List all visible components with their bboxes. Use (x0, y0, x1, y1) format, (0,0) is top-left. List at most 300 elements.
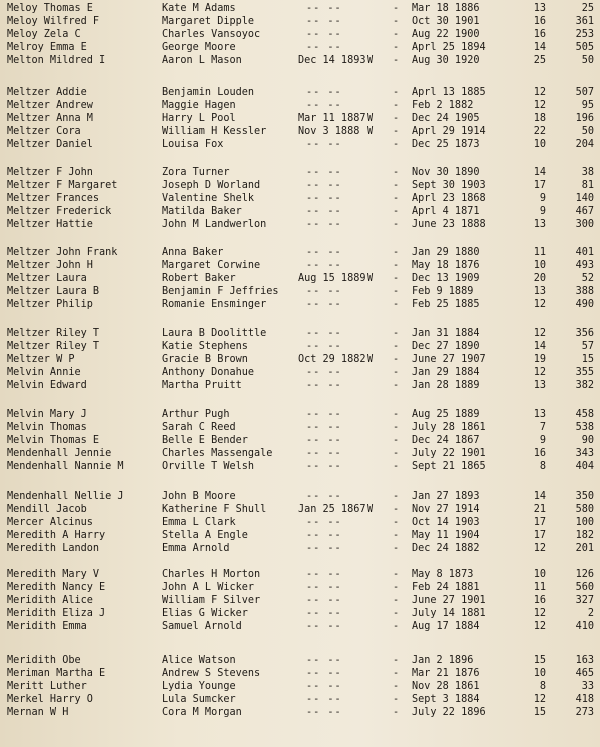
record-row (0, 41, 600, 54)
person-name: Melton Mildred I (7, 55, 106, 66)
spouse-name: Emma L Clark (162, 517, 236, 528)
volume-number: 13 (533, 286, 546, 297)
separator-dash: - (393, 707, 400, 718)
volume-number: 12 (533, 87, 546, 98)
volume-number: 17 (533, 180, 546, 191)
page-number: 467 (575, 206, 594, 217)
page-number: 90 (581, 435, 594, 446)
separator-dash: - (393, 247, 400, 258)
blank-dashes: -- -- (306, 260, 342, 271)
page-number: 418 (575, 694, 594, 705)
spouse-name: Margaret Dipple (162, 16, 255, 27)
blank-dashes: -- -- (306, 328, 342, 339)
spouse-name: Benjamin F Jeffries (162, 286, 279, 297)
separator-dash: - (393, 491, 400, 502)
separator-dash: - (393, 55, 400, 66)
spouse-name: John B Moore (162, 491, 236, 502)
marriage-date: Dec 24 1882 (412, 543, 480, 554)
person-name: Meltzer John H (7, 260, 93, 271)
status-mark: W (367, 55, 374, 66)
spouse-name: Andrew S Stevens (162, 668, 261, 679)
separator-dash: - (393, 582, 400, 593)
page-number: 81 (581, 180, 594, 191)
person-name: Meltzer Anna M (7, 113, 93, 124)
person-name: Meltzer Frederick (7, 206, 112, 217)
record-row (0, 285, 600, 298)
separator-dash: - (393, 113, 400, 124)
page-number: 490 (575, 299, 594, 310)
separator-dash: - (393, 87, 400, 98)
volume-number: 13 (533, 380, 546, 391)
spouse-name: Margaret Corwine (162, 260, 261, 271)
separator-dash: - (393, 694, 400, 705)
status-mark: W (367, 126, 374, 137)
page-number: 100 (575, 517, 594, 528)
person-name: Meltzer Riley T (7, 341, 100, 352)
blank-dashes: -- -- (306, 435, 342, 446)
marriage-date: Sept 30 1903 (412, 180, 486, 191)
person-name: Melvin Mary J (7, 409, 87, 420)
record-row (0, 581, 600, 594)
marriage-date: Nov 30 1890 (412, 167, 480, 178)
record-row (0, 594, 600, 607)
page-number: 182 (575, 530, 594, 541)
marriage-date: Aprl 25 1894 (412, 42, 486, 53)
spouse-name: Charles Vansoyoc (162, 29, 261, 40)
spouse-name: Joseph D Worland (162, 180, 261, 191)
record-row (0, 28, 600, 41)
volume-number: 16 (533, 16, 546, 27)
spouse-name: Lydia Younge (162, 681, 236, 692)
record-row (0, 503, 600, 516)
record-row (0, 86, 600, 99)
spouse-name: Aaron L Mason (162, 55, 242, 66)
blank-dashes: -- -- (306, 461, 342, 472)
record-row (0, 620, 600, 633)
marriage-date: Mar 18 1886 (412, 3, 480, 14)
blank-dashes: -- -- (306, 367, 342, 378)
record-row (0, 568, 600, 581)
page-number: 95 (581, 100, 594, 111)
record-row (0, 421, 600, 434)
record-row (0, 112, 600, 125)
person-name: Meltzer Laura B (7, 286, 100, 297)
page-number: 204 (575, 139, 594, 150)
marriage-date: Nov 28 1861 (412, 681, 480, 692)
spouse-name: Sarah C Reed (162, 422, 236, 433)
marriage-date: July 22 1896 (412, 707, 486, 718)
status-mark: W (367, 273, 374, 284)
blank-dashes: -- -- (306, 694, 342, 705)
marriage-date: May 18 1876 (412, 260, 480, 271)
volume-number: 12 (533, 100, 546, 111)
record-row (0, 218, 600, 231)
page-number: 538 (575, 422, 594, 433)
spouse-name: Stella A Engle (162, 530, 248, 541)
marriage-date: Dec 25 1873 (412, 139, 480, 150)
marriage-date: Dec 24 1867 (412, 435, 480, 446)
separator-dash: - (393, 328, 400, 339)
separator-dash: - (393, 206, 400, 217)
spouse-name: Martha Pruitt (162, 380, 242, 391)
separator-dash: - (393, 504, 400, 515)
blank-dashes: -- -- (306, 206, 342, 217)
marriage-date: Mar 21 1876 (412, 668, 480, 679)
spouse-name: Cora M Morgan (162, 707, 242, 718)
volume-number: 14 (533, 167, 546, 178)
blank-dashes: -- -- (306, 193, 342, 204)
blank-dashes: -- -- (306, 87, 342, 98)
person-name: Meredith Nancy E (7, 582, 106, 593)
record-row (0, 706, 600, 719)
person-name: Meriman Martha E (7, 668, 106, 679)
person-name: Meloy Wilfred F (7, 16, 100, 27)
person-name: Meltzer Hattie (7, 219, 93, 230)
volume-number: 14 (533, 491, 546, 502)
separator-dash: - (393, 139, 400, 150)
blank-dashes: -- -- (306, 16, 342, 27)
volume-number: 9 (539, 206, 546, 217)
volume-number: 12 (533, 543, 546, 554)
blank-dashes: -- -- (306, 595, 342, 606)
record-row (0, 542, 600, 555)
marriage-date: June 27 1907 (412, 354, 486, 365)
record-row (0, 460, 600, 473)
volume-number: 8 (539, 681, 546, 692)
person-name: Meredith A Harry (7, 530, 106, 541)
prior-date: Nov 3 1888 (298, 126, 360, 137)
record-row (0, 205, 600, 218)
blank-dashes: -- -- (306, 668, 342, 679)
page-number: 196 (575, 113, 594, 124)
prior-date: Jan 25 1867 (298, 504, 366, 515)
spouse-name: Louisa Fox (162, 139, 224, 150)
spouse-name: Harry L Pool (162, 113, 236, 124)
separator-dash: - (393, 193, 400, 204)
separator-dash: - (393, 367, 400, 378)
separator-dash: - (393, 543, 400, 554)
page-number: 410 (575, 621, 594, 632)
spouse-name: Elias G Wicker (162, 608, 248, 619)
blank-dashes: -- -- (306, 517, 342, 528)
blank-dashes: -- -- (306, 3, 342, 14)
spouse-name: Anna Baker (162, 247, 224, 258)
person-name: Mernan W H (7, 707, 69, 718)
person-name: Melroy Emma E (7, 42, 87, 53)
person-name: Meridith Obe (7, 655, 81, 666)
page-number: 507 (575, 87, 594, 98)
spouse-name: Emma Arnold (162, 543, 230, 554)
marriage-date: Feb 2 1882 (412, 100, 474, 111)
person-name: Meredith Mary V (7, 569, 100, 580)
blank-dashes: -- -- (306, 608, 342, 619)
marriage-date: Nov 27 1914 (412, 504, 480, 515)
marriage-date: Dec 24 1905 (412, 113, 480, 124)
page-number: 580 (575, 504, 594, 515)
prior-date: Aug 15 1889 (298, 273, 366, 284)
person-name: Meridith Alice (7, 595, 93, 606)
page-number: 505 (575, 42, 594, 53)
volume-number: 12 (533, 328, 546, 339)
record-row (0, 272, 600, 285)
separator-dash: - (393, 461, 400, 472)
person-name: Meltzer Addie (7, 87, 87, 98)
marriage-date: Jan 28 1889 (412, 380, 480, 391)
separator-dash: - (393, 448, 400, 459)
blank-dashes: -- -- (306, 655, 342, 666)
volume-number: 11 (533, 582, 546, 593)
record-row (0, 246, 600, 259)
page-number: 382 (575, 380, 594, 391)
prior-date: Mar 11 1887 (298, 113, 366, 124)
separator-dash: - (393, 517, 400, 528)
page-number: 327 (575, 595, 594, 606)
separator-dash: - (393, 167, 400, 178)
volume-number: 10 (533, 569, 546, 580)
marriage-date: Aug 17 1884 (412, 621, 480, 632)
page-number: 15 (581, 354, 594, 365)
spouse-name: Samuel Arnold (162, 621, 242, 632)
marriage-date: Jan 29 1880 (412, 247, 480, 258)
person-name: Meltzer F Margaret (7, 180, 118, 191)
record-row (0, 2, 600, 15)
prior-date: Dec 14 1893 (298, 55, 366, 66)
person-name: Meredith Landon (7, 543, 100, 554)
record-row (0, 447, 600, 460)
separator-dash: - (393, 380, 400, 391)
volume-number: 18 (533, 113, 546, 124)
person-name: Melvin Annie (7, 367, 81, 378)
volume-number: 16 (533, 448, 546, 459)
record-row (0, 179, 600, 192)
volume-number: 12 (533, 621, 546, 632)
marriage-date: Dec 13 1909 (412, 273, 480, 284)
record-row (0, 366, 600, 379)
volume-number: 14 (533, 42, 546, 53)
blank-dashes: -- -- (306, 491, 342, 502)
spouse-name: John A L Wicker (162, 582, 255, 593)
blank-dashes: -- -- (306, 42, 342, 53)
page-number: 50 (581, 126, 594, 137)
person-name: Meltzer Philip (7, 299, 93, 310)
spouse-name: Gracie B Brown (162, 354, 248, 365)
spouse-name: Benjamin Louden (162, 87, 255, 98)
person-name: Mercer Alcinus (7, 517, 93, 528)
page-number: 401 (575, 247, 594, 258)
marriage-date: Jan 29 1884 (412, 367, 480, 378)
blank-dashes: -- -- (306, 530, 342, 541)
page-number: 388 (575, 286, 594, 297)
person-name: Meloy Zela C (7, 29, 81, 40)
blank-dashes: -- -- (306, 380, 342, 391)
spouse-name: Arthur Pugh (162, 409, 230, 420)
marriage-date: Aprl 23 1868 (412, 193, 486, 204)
person-name: Mendenhall Nannie M (7, 461, 124, 472)
prior-date: Oct 29 1882 (298, 354, 366, 365)
record-row (0, 99, 600, 112)
spouse-name: Orville T Welsh (162, 461, 255, 472)
person-name: Mendenhall Jennie (7, 448, 112, 459)
record-row (0, 259, 600, 272)
separator-dash: - (393, 219, 400, 230)
page-number: 493 (575, 260, 594, 271)
separator-dash: - (393, 260, 400, 271)
page-number: 57 (581, 341, 594, 352)
volume-number: 15 (533, 707, 546, 718)
volume-number: 10 (533, 668, 546, 679)
spouse-name: Maggie Hagen (162, 100, 236, 111)
record-row (0, 654, 600, 667)
blank-dashes: -- -- (306, 569, 342, 580)
record-row (0, 434, 600, 447)
marriage-date: May 8 1873 (412, 569, 474, 580)
record-row (0, 192, 600, 205)
volume-number: 13 (533, 409, 546, 420)
person-name: Meltzer Frances (7, 193, 100, 204)
volume-number: 17 (533, 530, 546, 541)
marriage-date: May 11 1904 (412, 530, 480, 541)
blank-dashes: -- -- (306, 341, 342, 352)
spouse-name: Valentine Shelk (162, 193, 255, 204)
spouse-name: Matilda Baker (162, 206, 242, 217)
record-row (0, 327, 600, 340)
separator-dash: - (393, 621, 400, 632)
record-row (0, 298, 600, 311)
page-number: 404 (575, 461, 594, 472)
separator-dash: - (393, 3, 400, 14)
person-name: Meltzer John Frank (7, 247, 118, 258)
volume-number: 14 (533, 341, 546, 352)
spouse-name: William F Silver (162, 595, 261, 606)
marriage-date: July 28 1861 (412, 422, 486, 433)
separator-dash: - (393, 299, 400, 310)
page-number: 300 (575, 219, 594, 230)
record-row (0, 490, 600, 503)
record-row (0, 693, 600, 706)
volume-number: 20 (533, 273, 546, 284)
page-number: 126 (575, 569, 594, 580)
status-mark: W (367, 113, 374, 124)
volume-number: 12 (533, 367, 546, 378)
record-row (0, 516, 600, 529)
marriage-date: Jan 31 1884 (412, 328, 480, 339)
separator-dash: - (393, 569, 400, 580)
page-number: 355 (575, 367, 594, 378)
volume-number: 11 (533, 247, 546, 258)
record-row (0, 667, 600, 680)
person-name: Meridith Emma (7, 621, 87, 632)
separator-dash: - (393, 608, 400, 619)
marriage-date: Feb 9 1889 (412, 286, 474, 297)
spouse-name: Katie Stephens (162, 341, 248, 352)
blank-dashes: -- -- (306, 582, 342, 593)
blank-dashes: -- -- (306, 286, 342, 297)
volume-number: 17 (533, 517, 546, 528)
separator-dash: - (393, 422, 400, 433)
volume-number: 7 (539, 422, 546, 433)
record-row (0, 353, 600, 366)
marriage-date: Jan 2 1896 (412, 655, 474, 666)
marriage-date: June 27 1901 (412, 595, 486, 606)
blank-dashes: -- -- (306, 621, 342, 632)
spouse-name: Anthony Donahue (162, 367, 255, 378)
separator-dash: - (393, 530, 400, 541)
blank-dashes: -- -- (306, 707, 342, 718)
page-number: 25 (581, 3, 594, 14)
person-name: Mendenhall Nellie J (7, 491, 124, 502)
separator-dash: - (393, 435, 400, 446)
page-number: 253 (575, 29, 594, 40)
spouse-name: Belle E Bender (162, 435, 248, 446)
record-row (0, 138, 600, 151)
spouse-name: Laura B Doolittle (162, 328, 267, 339)
separator-dash: - (393, 286, 400, 297)
marriage-date: Aprl 13 1885 (412, 87, 486, 98)
volume-number: 16 (533, 595, 546, 606)
record-row (0, 166, 600, 179)
person-name: Meritt Luther (7, 681, 87, 692)
marriage-date: Feb 25 1885 (412, 299, 480, 310)
marriage-date: Sept 3 1884 (412, 694, 480, 705)
record-row (0, 54, 600, 67)
volume-number: 8 (539, 461, 546, 472)
blank-dashes: -- -- (306, 543, 342, 554)
spouse-name: Zora Turner (162, 167, 230, 178)
blank-dashes: -- -- (306, 139, 342, 150)
volume-number: 12 (533, 608, 546, 619)
blank-dashes: -- -- (306, 100, 342, 111)
page-number: 52 (581, 273, 594, 284)
separator-dash: - (393, 354, 400, 365)
blank-dashes: -- -- (306, 247, 342, 258)
volume-number: 19 (533, 354, 546, 365)
separator-dash: - (393, 341, 400, 352)
separator-dash: - (393, 42, 400, 53)
marriage-date: July 22 1901 (412, 448, 486, 459)
record-row (0, 379, 600, 392)
status-mark: W (367, 504, 374, 515)
blank-dashes: -- -- (306, 167, 342, 178)
marriage-date: Aug 25 1889 (412, 409, 480, 420)
volume-number: 13 (533, 219, 546, 230)
spouse-name: Charles H Morton (162, 569, 261, 580)
marriage-date: Oct 14 1903 (412, 517, 480, 528)
volume-number: 22 (533, 126, 546, 137)
marriage-date: Dec 27 1890 (412, 341, 480, 352)
separator-dash: - (393, 273, 400, 284)
blank-dashes: -- -- (306, 409, 342, 420)
volume-number: 10 (533, 139, 546, 150)
volume-number: 13 (533, 3, 546, 14)
spouse-name: Lula Sumcker (162, 694, 236, 705)
page-number: 273 (575, 707, 594, 718)
page-number: 140 (575, 193, 594, 204)
page-number: 560 (575, 582, 594, 593)
blank-dashes: -- -- (306, 448, 342, 459)
person-name: Meloy Thomas E (7, 3, 93, 14)
separator-dash: - (393, 29, 400, 40)
volume-number: 10 (533, 260, 546, 271)
marriage-date: July 14 1881 (412, 608, 486, 619)
person-name: Meltzer Daniel (7, 139, 93, 150)
blank-dashes: -- -- (306, 299, 342, 310)
spouse-name: Katherine F Shull (162, 504, 267, 515)
record-row (0, 340, 600, 353)
person-name: Meridith Eliza J (7, 608, 106, 619)
volume-number: 9 (539, 435, 546, 446)
separator-dash: - (393, 126, 400, 137)
marriage-date: Aug 30 1920 (412, 55, 480, 66)
